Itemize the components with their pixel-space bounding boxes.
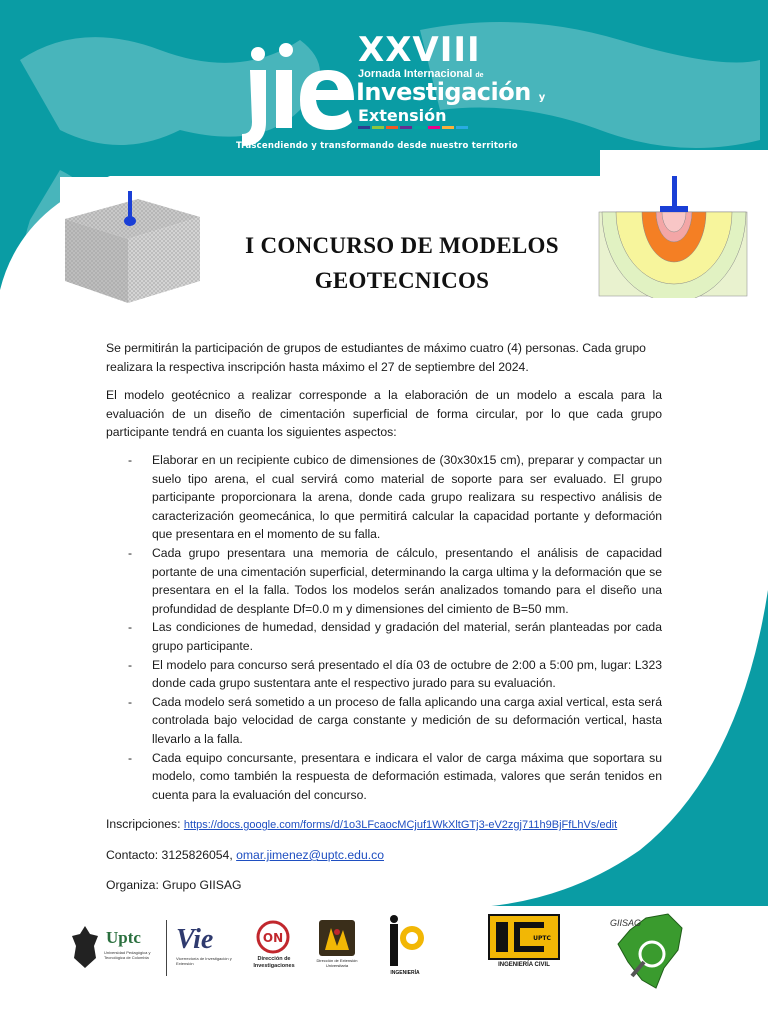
extension-emblem-icon (319, 920, 355, 956)
title-line-2: GEOTECNICOS (314, 268, 490, 293)
logo-divider (166, 920, 167, 976)
extension-universitaria-logo (312, 920, 362, 980)
on-circle-icon (256, 920, 290, 954)
soil-box-model-image (60, 177, 210, 307)
contact-label: Contacto: 3125826054, (106, 848, 233, 862)
list-dash: - (128, 657, 133, 672)
giisag-label: GIISAG (610, 918, 642, 928)
extension-label: Extensión (358, 106, 447, 125)
list-dash: - (128, 453, 133, 467)
intro-paragraph: Se permitirán la participación de grupos de estudiantes de máximo cuatro (4) personas. Cada grupo realizara la respectiva inscripción hasta máximo el 27 de septiembre del 2024. (106, 341, 646, 374)
uptc-shield-icon (70, 924, 100, 970)
sponsor-logos-footer (0, 906, 768, 1024)
ingenieria-label: INGENIERÍA (390, 970, 420, 976)
uptc-wordmark: Uptc (106, 928, 141, 947)
title-line-1: I CONCURSO DE MODELOS (245, 233, 559, 258)
list-dash: - (128, 545, 133, 560)
logo-color-bars (358, 126, 468, 129)
ingenieria-civil-label: INGENIERÍA CIVIL (498, 962, 550, 968)
page-title (212, 228, 592, 298)
registration-line (106, 815, 662, 835)
investigacion-label: Investigación y (356, 78, 545, 106)
list-item: - Las condiciones de humedad, densidad y gradación del material, serán planteadas por cada grupo participante. (128, 620, 662, 653)
ic-uptc-label: UPTC (533, 935, 551, 942)
contact-email-link[interactable]: omar.jimenez@uptc.edu.co (236, 848, 384, 862)
vie-wordmark: Vie (176, 924, 214, 955)
list-dash: - (128, 694, 133, 709)
edition-number: XXVIII (358, 30, 481, 70)
list-item: - Cada modelo será sometido a un proceso de falla aplicando una carga axial vertical, esta será controlada bajo velocidad de carga constante y medición de su deformación vertical, hasta llevarlo a la falla. (128, 694, 662, 746)
contact-line (106, 846, 662, 865)
list-item: - Elaborar en un recipiente cubico de dimensiones de (30x30x15 cm), preparar y compactar un suelo tipo arena, el cual servirá como material de soporte para ser evaluado. El grupo participante proporcionara la arena, donde cada grupo realizara su respectivo análisis de caracterización geomecánica, lo que permitirá calcular la capacidad portante y deformación que presentara en el momento de su falla. (128, 453, 662, 542)
aspects-list (128, 451, 662, 804)
list-item: - El modelo para concurso será presentado el día 03 de octubre de 2:00 a 5:00 pm, lugar: L323 donde cada grupo sustentara ante el respectivo jurado para su evaluación. (128, 657, 662, 691)
direccion-investigaciones-label: Dirección de Investigaciones (253, 956, 295, 969)
list-dash: - (128, 750, 133, 765)
registration-label: Inscripciones: (106, 817, 181, 831)
jornada-label: Jornada Internacional de (358, 68, 484, 80)
direccion-investigaciones-logo (246, 920, 302, 980)
je-logo-icon (236, 42, 356, 152)
organizer-line: Organiza: Grupo GIISAG (106, 878, 242, 892)
stress-bulb-diagram-image (594, 176, 752, 298)
vie-logo (176, 924, 240, 974)
list-item: - Cada equipo concursante, presentara e indicara el valor de carga máxima que soportara su modelo, como también la respuesta de deformación estimada, valores que serán tenidos en cuenta para la evaluación del concurso. (128, 750, 662, 802)
list-item: - Cada grupo presentara una memoria de cálculo, presentando el análisis de capacidad portante de una cimentación superficial, determinando la carga ultima y la deformación que se presentara en el la falla. Todos los modelos serán analizados tomando para el diseño una profundidad de desplante Df=0.0 m y dimensiones del cimiento de B=50 mm. (128, 545, 662, 616)
giisag-logo (606, 910, 690, 994)
registration-link[interactable]: https://docs.google.com/forms/d/1o3LFcaocMCjuf1WkXltGTj3-eV2zgj711h9BjFfLhVs/edit (183, 819, 618, 831)
ingenieria-logo (380, 914, 430, 980)
vie-subtitle: Vicerrectoría de Investigación y Extensión (176, 956, 232, 966)
on-label: ON (262, 931, 284, 945)
event-logo (236, 22, 546, 157)
event-tagline: Trascendiendo y transformando desde nuestro territorio (236, 141, 518, 151)
ingenieria-civil-logo (488, 914, 560, 974)
description-paragraph: El modelo geotécnico a realizar corresponde a la elaboración de un modelo a escala para la evaluación de un diseño de cimentación superficial de forma circular, por lo que cada grupo participante tendrá en cuanta los siguientes aspectos: (106, 388, 662, 440)
extension-universitaria-label: Dirección de Extensión Universitaria (316, 958, 358, 968)
uptc-logo (70, 924, 162, 972)
ingenieria-civil-emblem-icon (488, 914, 560, 960)
list-dash: - (128, 620, 133, 635)
ingenieria-emblem-icon (380, 914, 430, 970)
uptc-subtitle: Universidad Pedagógica y Tecnológica de Colombia (104, 950, 151, 960)
